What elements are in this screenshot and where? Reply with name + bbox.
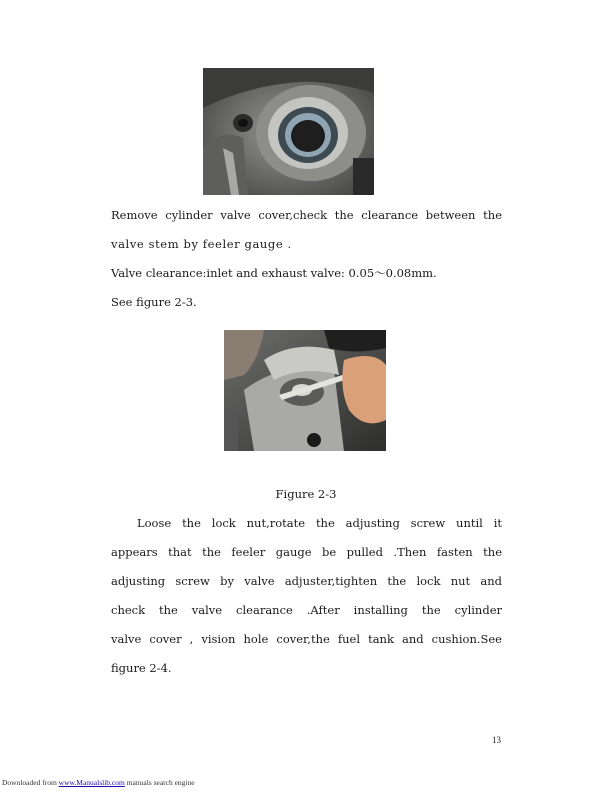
- paragraph2-line-1: Loose the lock nut,rotate the adjusting screw until it: [137, 516, 502, 530]
- paragraph1-line-2: valve stem by feeler gauge .: [111, 237, 292, 251]
- paragraph1-line-4: See figure 2-3.: [111, 295, 197, 309]
- paragraph1-line-1: Remove cylinder valve cover,check the clearance between the: [111, 208, 502, 222]
- page-number: 13: [492, 735, 501, 745]
- manualslib-link[interactable]: www.Manualslib.com: [58, 778, 125, 787]
- engine-photo-feeler-gauge: [224, 330, 386, 451]
- footer-prefix: Downloaded from: [2, 778, 59, 787]
- download-footer: [2, 778, 195, 787]
- paragraph2-line-6: figure 2-4.: [111, 661, 172, 675]
- engine-photo-valve-cover: [203, 68, 374, 195]
- paragraph2-line-5: valve cover , vision hole cover,the fuel tank and cushion.See: [111, 632, 502, 646]
- footer-suffix: manuals search engine: [124, 778, 195, 787]
- paragraph2-line-3: adjusting screw by valve adjuster,tighten the lock nut and: [111, 574, 502, 588]
- figure-caption: Figure 2-3: [275, 487, 337, 501]
- paragraph2-line-2: appears that the feeler gauge be pulled .Then fasten the: [111, 545, 502, 559]
- paragraph2-line-4: check the valve clearance .After installing the cylinder: [111, 603, 502, 617]
- paragraph1-line-3: Valve clearance:inlet and exhaust valve: 0.05～0.08mm.: [111, 266, 437, 280]
